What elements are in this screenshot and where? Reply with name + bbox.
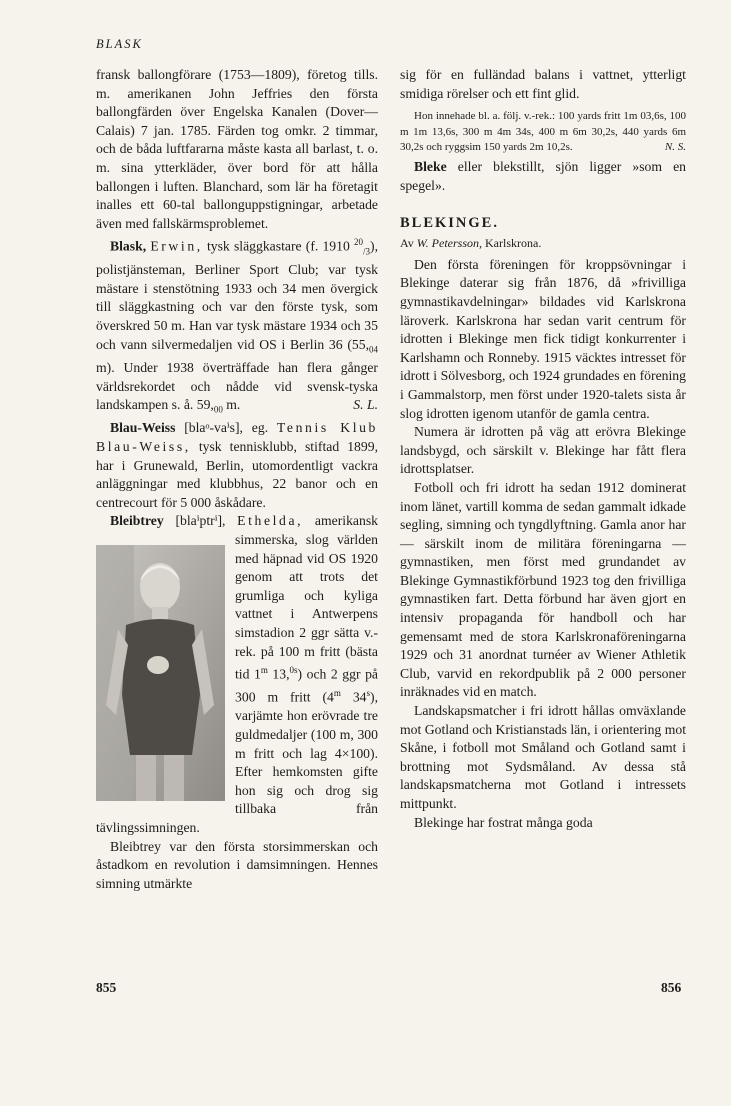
blekinge-paragraph-2: Numera är idrotten på väg att erövra Blekinge landsbygd, och särskilt v. Blekinge har fått flera idrottsplatser. (400, 424, 686, 477)
bleibtrey-continuation: sig för en fulländad balans i vattnet, ytterligt smidiga rörelser och ett fint glid. (400, 67, 686, 101)
swimsuit (122, 619, 200, 755)
entry-bleibtrey: Bleibtrey [blaⁱptrⁱ], Ethelda, amerikansk simmerska, slog världen med häpnad vid OS 1920 genom att trots det grumliga och kyliga vattnet i Antwerpens simstadion 2 ggr sätta v.-rek. på 100 m fritt (bästa tid 1$^m$ 13,$^{0s}$) och 2 ggr på 300 m fritt (4$^m$ 34$^s$), varjämte hon erövrade tre guldmedaljer (100 m, 300 m fritt och lag 4×100). Efter hemkomsten gifte hon sig och drog sig tillbaka från tävlingssimningen. (96, 513, 379, 836)
byline: Av W. Petersson, Karlskrona. (400, 236, 542, 251)
blekinge-paragraph-5: Blekinge har fostrat många goda (414, 814, 593, 830)
swimsuit-emblem (147, 656, 169, 674)
swimmer-leg-right (164, 755, 184, 801)
entry-bleke: Bleke eller blekstillt, sjön ligger »som en spegel». (400, 159, 686, 193)
entry-term: Blask, (110, 238, 147, 254)
entry-name: Erwin, (150, 238, 203, 254)
swimmer-neck (152, 607, 168, 621)
swimmer-leg-left (136, 755, 156, 801)
record-list: Hon innehade bl. a. följ. v.-rek.: 100 yards fritt 1m 03,6s, 100 m 1m 13,6s, 300 m 4m 34s, 400 m 6m 30,2s, 440 yards 6m 30,2s och ryggsim 150 yards 2m 10,2s. N. S. (400, 109, 686, 155)
entry-name: Ethelda, (237, 513, 304, 529)
entry-blask: Blask, Erwin, tysk släggkastare (f. 1910 $^{20}_{/3}$), polistjänsteman, Berliner Sport Club; var tysk mästare i stenstötning 1933 och 34 men övergick till släggkastning och var den förste tysk, som överskred 50 m. Han var tysk mästare 1934 och 35 och vann silvermedaljen vid OS i Berlin 36 ($55,_{04}$ m). Under 1938 överträffade han flera gånger världsrekordet och nådde vid svensk-tyska landskampen s. å. $59,_{00}$ m. S. L. (96, 237, 378, 415)
blekinge-paragraph-3: Fotboll och fri idrott ha sedan 1912 dominerat inom länet, vartill komma de sedan gammalt idkade segling, simning och tyngdlyftning. Gamla anor har — särskilt inom de militära föreningarna — gymnastiken, men först med grundandet av Blekinge Gymnastikförbund 1923 tog den frivilliga gymnastiken fart. Detta förbund har även gjort en intensiv propaganda för handboll och har gemensamt med de stora Karlskronaföreningarna 1929 och 31 anordnat turnéer av Wiener Athletik Club, varvid en rekordpublik på 2 000 personer inräknades vid en match. (400, 479, 686, 700)
page-number-right: 856 (661, 980, 682, 995)
swimmer-head (140, 563, 180, 611)
swimmer-photo (96, 545, 225, 801)
page-number-left: 855 (96, 980, 117, 995)
running-head: BLASK (96, 37, 143, 51)
entry-term: Bleibtrey (110, 513, 164, 529)
author-signature: N. S. (664, 141, 686, 153)
byline-author: W. Petersson, (416, 236, 483, 251)
entry-name: Tennis Klub Blau-Weiss, (96, 420, 378, 455)
right-column (400, 66, 686, 832)
section-heading-blekinge: BLEKINGE. (400, 214, 499, 231)
bleibtrey-paragraph-2: Bleibtrey var den första storsimmerskan och åstadkom en revolution i damsimningen. Hennes simning utmärkte (96, 838, 378, 891)
blekinge-paragraph-4: Landskapsmatcher i fri idrott hållas omväxlande mot Gotland och Kristianstads län, i orientering mot Skåne, i fotboll mot Småland och Gotland samt i brottning mot Sydsmåland. Av dessa stå landskapsmatcherna mot Gotland i intressets mittpunkt. (400, 703, 686, 811)
left-column (96, 66, 378, 893)
entry-blau-weiss: Blau-Weiss [blaᵒ-vaⁱs], eg. Tennis Klub Blau-Weiss, tysk tennisklubb, stiftad 1899, har i Grunewald, Berlin, utomordentligt vackra anläggningar med klubbhus, 22 banor och en centrecourt för 5 000 åskådare. (96, 420, 378, 510)
entry-term: Blau-Weiss (110, 420, 176, 436)
blekinge-paragraph-1: Den första föreningen för kroppsövningar i Blekinge daterar sig från 1876, då »frivilliga gymnastikavdelningar» bildades vid Karlskrona läroverk. Karlskrona har sedan varit centrum för idrotten i Blekinge men fick tidigt konkurrenter i Karlshamn och Ronneby. 1915 väcktes intresset för idrott i Sölvesborg, och 1924 grundades en förening i Gammalstorp, men först under 1920-talets sista år slog idrotten igenom utanför de gamla centra. (400, 256, 686, 421)
entry-term: Bleke (414, 159, 447, 175)
blanchard-paragraph: fransk ballongförare (1753—1809), företog tills. m. amerikanen John Jeffries den första ballongfärden över Engelska Kanalen (Dover—Calais) 7 jan. 1785. Färden tog omkr. 2 timmar, och de båda luftfararna måste kasta all barlast, t. o. m. sina ytterkläder, över bord för att hålla ballongen i luften. Blanchard, som lär ha företagit inalles ett 60-tal ballonguppstigningar, arbetade även med fallskärmsproblemet. (96, 67, 378, 231)
author-signature: S. L. (353, 397, 378, 413)
